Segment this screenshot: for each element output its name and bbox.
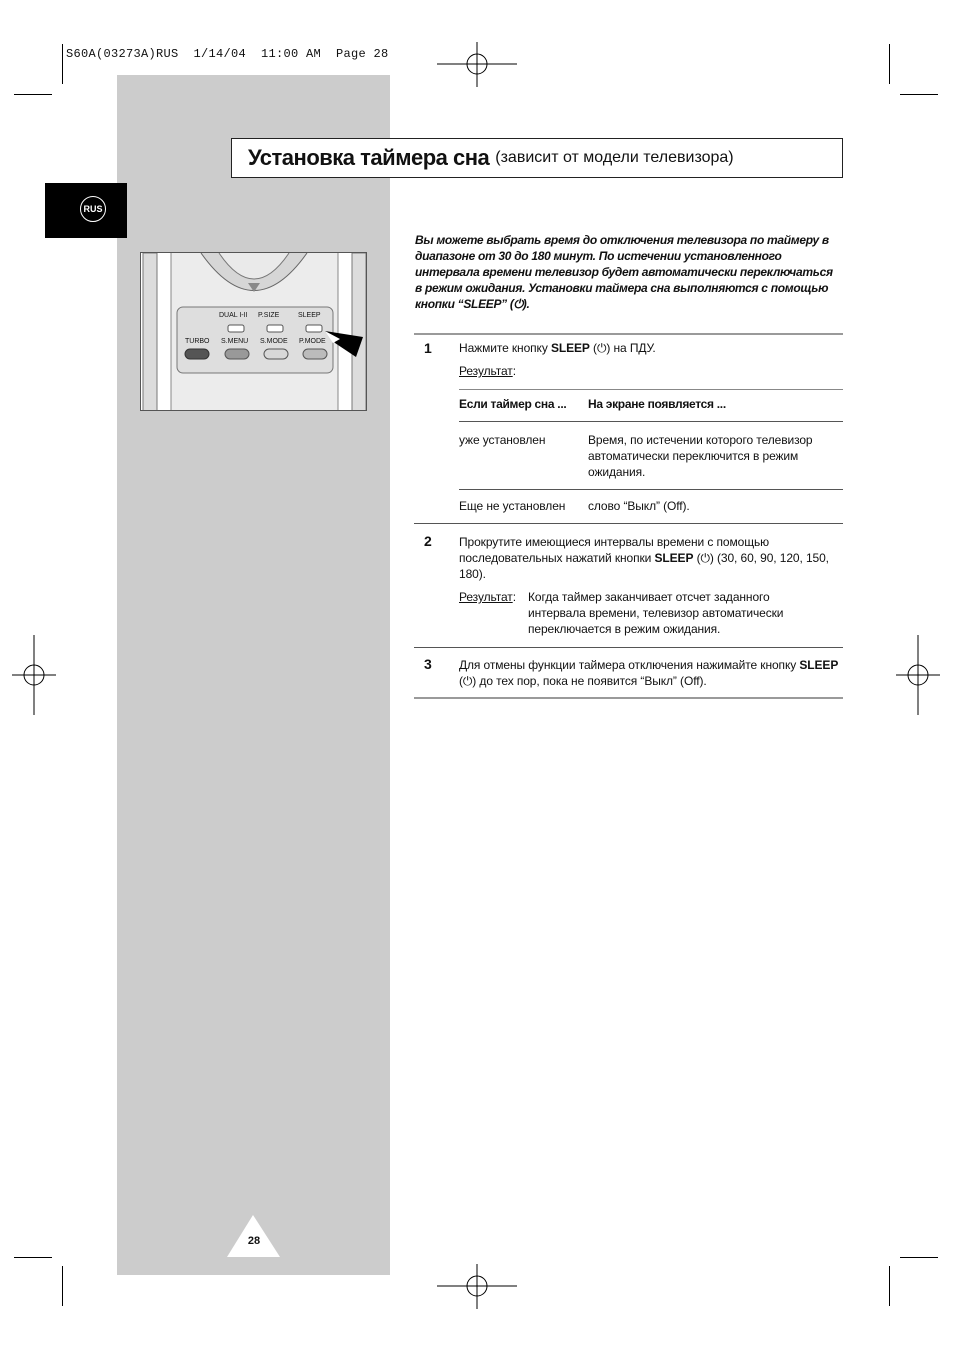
page-number: 28 [247, 1235, 261, 1247]
table-cell: слово “Выкл” (Off). [588, 499, 690, 513]
divider [414, 647, 843, 648]
remote-label-pmode: P.MODE [299, 338, 326, 345]
table-divider [459, 421, 843, 422]
remote-label-turbo: TURBO [185, 338, 210, 345]
page-title: Установка таймера сна [248, 145, 490, 170]
step-text: Прокрутите имеющиеся интервалы времени с помощью последовательных нажатий кнопки SLEEP (⏻) (30, 60, 90, 120, 150, 180). [459, 535, 829, 581]
language-badge: RUS [80, 196, 106, 222]
registration-mark-right-icon [896, 635, 940, 715]
remote-label-dual: DUAL I-II [219, 312, 248, 319]
divider [414, 523, 843, 524]
registration-mark-top-icon [437, 42, 517, 87]
divider [414, 697, 843, 699]
print-slug: S60A(03273A)RUS 1/14/04 11:00 AM Page 28 [66, 47, 389, 61]
table-divider [459, 389, 843, 390]
table-cell: Еще не установлен [459, 499, 566, 513]
table-divider [459, 489, 843, 490]
table-header-condition: Если таймер сна ... [459, 397, 567, 411]
remote-illustration [140, 252, 367, 411]
table-cell: уже установлен [459, 433, 546, 447]
remote-body-icon [141, 253, 367, 411]
remote-label-smode: S.MODE [260, 338, 288, 345]
step-number: 3 [424, 656, 432, 672]
step-number: 1 [424, 340, 432, 356]
step-text: Нажмите кнопку SLEEP (⏻) на ПДУ. [459, 341, 656, 355]
page-title-box [231, 138, 843, 178]
result-text: Когда таймер заканчивает отсчет заданного интервала времени, телевизор автоматически переключается в режим ожидания. [528, 590, 784, 636]
step-number: 2 [424, 533, 432, 549]
remote-label-sleep: SLEEP [298, 312, 321, 319]
intro-paragraph: Вы можете выбрать время до отключения телевизора по таймеру в диапазоне от 30 до 180 минут. По истечении установленного интервала времени телевизор будет автоматически переключаться в режим ожидания. Установки таймера сна выполняются с помощью кнопки “SLEEP” (⏻). [415, 233, 833, 311]
divider [414, 333, 843, 335]
remote-label-smenu: S.MENU [221, 338, 249, 345]
result-label: Результат: [459, 364, 516, 378]
table-header-display: На экране появляется ... [588, 397, 726, 411]
step-text: Для отмены функции таймера отключения нажимайте кнопку SLEEP (⏻) до тех пор, пока не появится “Выкл” (Off). [459, 658, 839, 688]
table-cell: Время, по истечении которого телевизор автоматически переключится в режим ожидания. [588, 433, 813, 479]
registration-mark-left-icon [12, 635, 56, 715]
result-label: Результат: [459, 590, 516, 604]
registration-mark-bottom-icon [437, 1264, 517, 1309]
remote-label-psize: P.SIZE [258, 312, 280, 319]
page-subtitle: (зависит от модели телевизора) [495, 149, 734, 166]
